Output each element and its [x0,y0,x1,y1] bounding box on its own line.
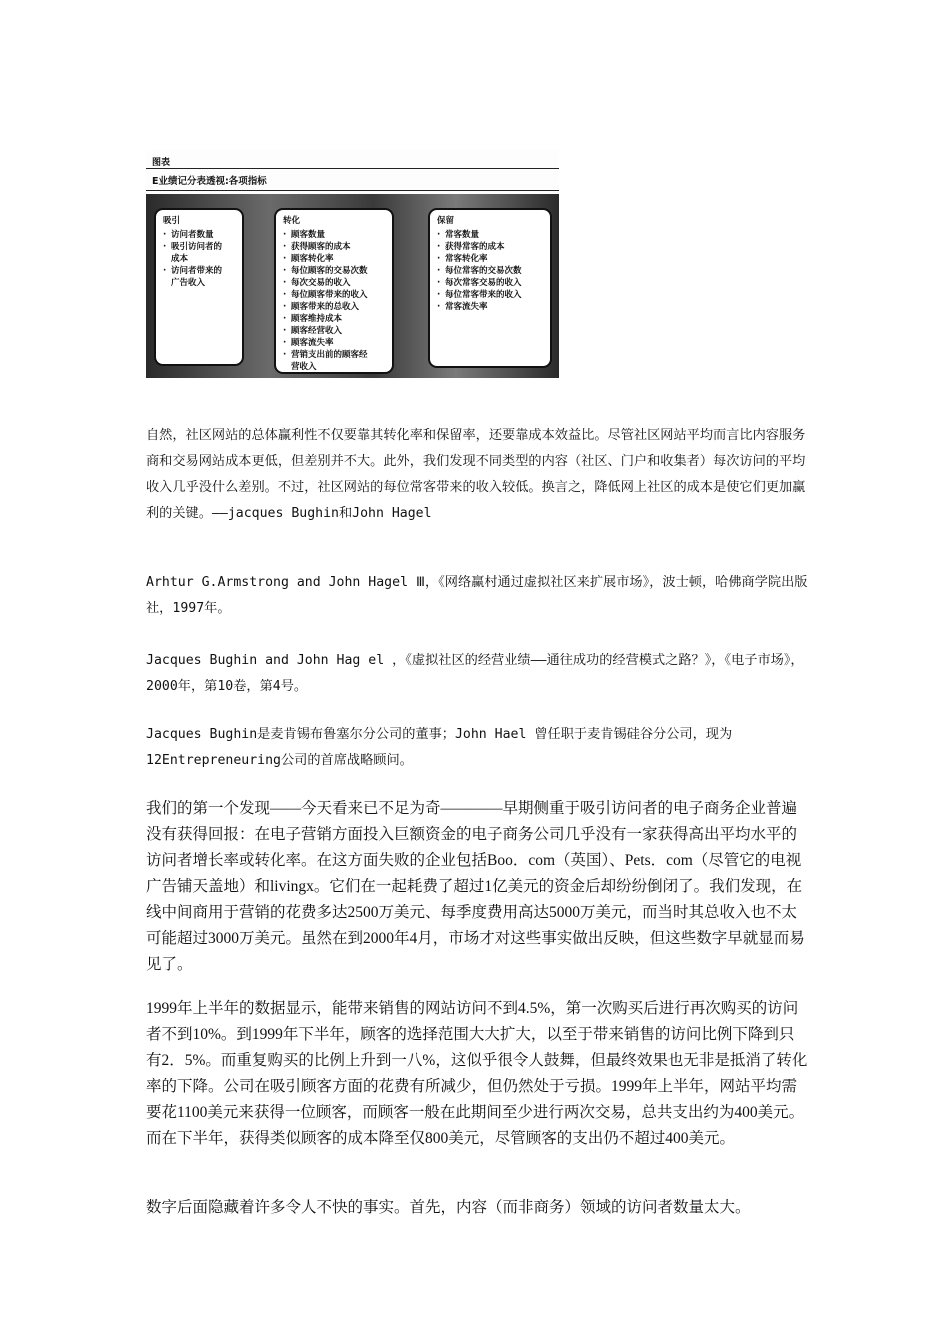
list-item: · 营销支出前的顾客经 营收入 [283,349,385,373]
list-item: · 访问者数量 [163,229,235,241]
list-item: · 常客转化率 [437,253,543,265]
list-item: · 顾客流失率 [283,337,385,349]
list-item: · 每次常客交易的收入 [437,277,543,289]
figure-rule [146,190,559,191]
list-item: · 每位顾客带来的收入 [283,289,385,301]
list-item: · 顾客转化率 [283,253,385,265]
list-item: · 访问者带来的 广告收入 [163,265,235,289]
list-item: · 顾客数量 [283,229,385,241]
attract-box [154,208,244,366]
paragraph-first-finding: 我们的第一个发现——今天看来已不足为奇————早期侧重于吸引访问者的电子商务企业普遍没有获得回报：在电子营销方面投入巨额资金的电子商务公司几乎没有一家获得高出平均水平的访问者增长率或转化率。在这方面失败的企业包括Boo．com（英国）、Pets．com（尽管它的电视广告铺天盖地）和livingx。它们在一起耗费了超过1亿美元的资金后却纷纷倒闭了。我们发现，在线中间商用于营销的花费多达2500万美元、每季度费用高达5000万美元，而当时其总收入也不太可能超过3000万美元。虽然在到2000年4月，市场才对这些事实做出反映，但这些数字早就显而易见了。 [146,800,805,973]
list-item: · 常客数量 [437,229,543,241]
figure-title: E业绩记分表透视:各项指标 [152,176,267,187]
paragraph-1999-data: 1999年上半年的数据显示，能带来销售的网站访问不到4.5%，第一次购买后进行再次购买的访问者不到10%。到1999年下半年，顾客的选择范围大大扩大，以至于带来销售的访问比例下降到只有2．5%。而重复购买的比例上升到一八%，这似乎很令人鼓舞，但最终效果也无非是抵消了转化率的下降。公司在吸引顾客方面的花费有所减少，但仍然处于亏损。1999年上半年，网站平均需要花1100美元来获得一位顾客，而顾客一般在此期间至少进行两次交易，总共支出约为400美元。而在下半年，获得类似顾客的成本降至仅800美元，尽管顾客的支出仍不超过400美元。 [146,1000,808,1147]
list-item: · 吸引访问者的 成本 [163,241,235,265]
list-item: · 常客流失率 [437,301,543,313]
paragraph-hidden-facts: 数字后面隐藏着许多令人不快的事实。首先，内容（而非商务）领域的访问者数量太大。 [146,1199,751,1216]
list-item: · 每位常客带来的收入 [437,289,543,301]
list-item: · 顾客带来的总收入 [283,301,385,313]
retain-box [428,208,552,368]
attract-heading: 吸引 [163,216,181,226]
figure-label: 图表 [152,158,171,168]
retain-heading: 保留 [437,216,455,226]
figure-rule [146,168,559,169]
paragraph-reference-armstrong: Arhtur G.Armstrong and John Hagel Ⅲ，《网络赢村通过虚拟社区来扩展市场》，波士顿，哈佛商学院出版社，1997年。 [146,575,808,616]
convert-box [274,208,394,374]
scorecard-figure [146,150,559,378]
list-item: · 每位常客的交易次数 [437,265,543,277]
list-item: · 顾客维持成本 [283,313,385,325]
list-item: · 每位顾客的交易次数 [283,265,385,277]
paragraph-community-profitability: 自然，社区网站的总体赢利性不仅要靠其转化率和保留率，还要靠成本效益比。尽管社区网站平均而言比内容服务商和交易网站成本更低，但差别并不大。此外，我们发现不同类型的内容（社区、门户和收集者）每次访问的平均收入几乎没什么差别。不过，社区网站的每位常客带来的收入较低。换言之，降低网上社区的成本是使它们更加赢利的关键。——jacques Bughin和John Hagel [146,428,806,521]
list-item: · 获得常客的成本 [437,241,543,253]
list-item: · 获得顾客的成本 [283,241,385,253]
list-item: · 每次交易的收入 [283,277,385,289]
convert-heading: 转化 [283,216,301,226]
paragraph-author-note: Jacques Bughin是麦肯锡布鲁塞尔分公司的董事；John Hael 曾任职于麦肯锡硅谷分公司，现为12Entrepreneuring公司的首席战略顾问。 [146,727,733,768]
paragraph-reference-bughin: Jacques Bughin and John Hag el ，《虚拟社区的经营业绩——通往成功的经营模式之路？》，《电子市场》，2000年，第10卷，第4号。 [146,653,804,694]
list-item: · 顾客经营收入 [283,325,385,337]
